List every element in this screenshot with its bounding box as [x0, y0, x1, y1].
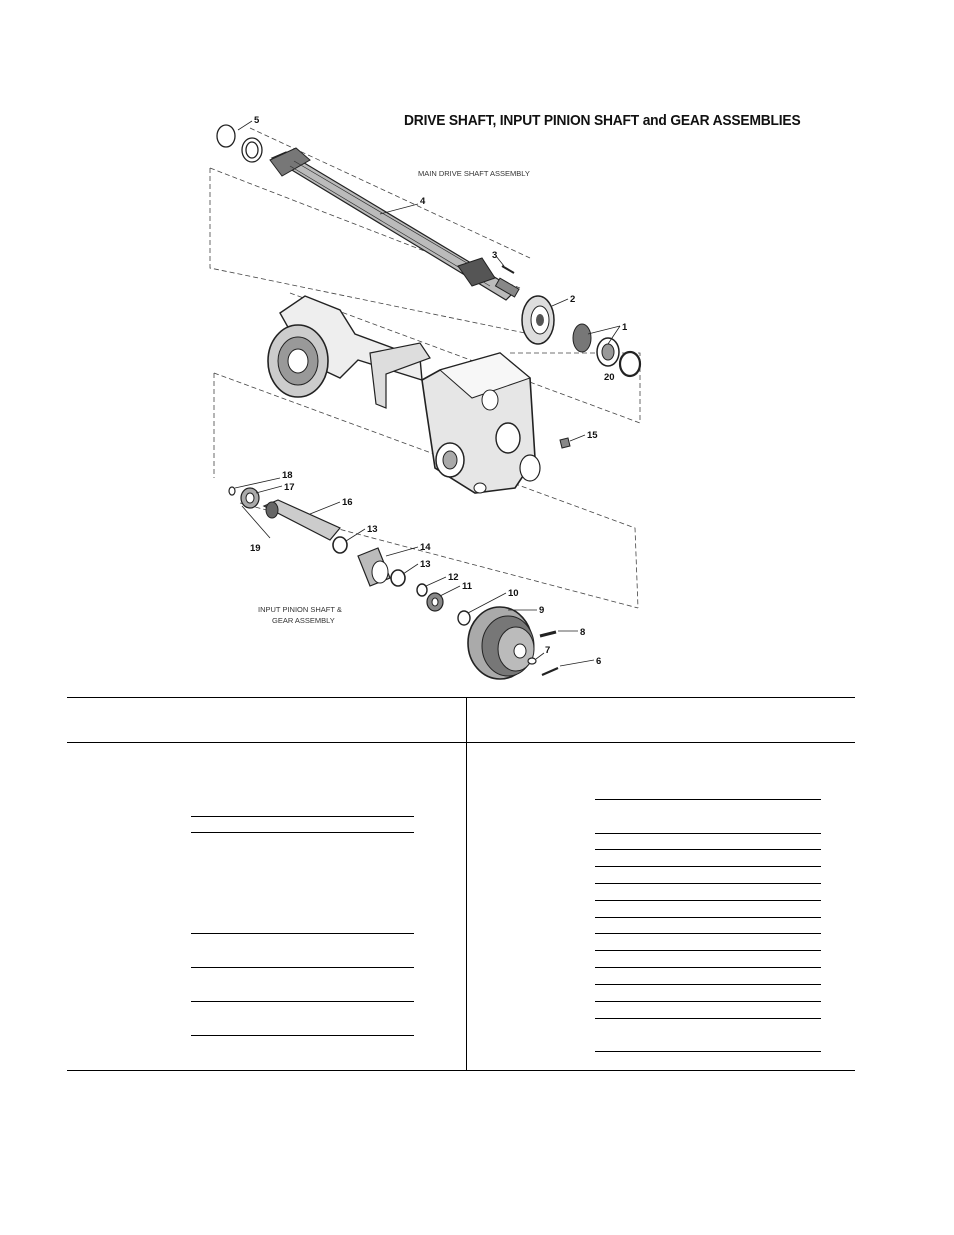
fitting-part-15: [560, 438, 570, 448]
right-row-rule: [595, 866, 821, 867]
seal-part-20: [620, 352, 640, 376]
right-row-rule: [595, 984, 821, 985]
callout-14: 14: [420, 542, 431, 553]
input-pinion-shaft-part-16: [264, 500, 340, 540]
callout-3: 3: [492, 250, 498, 261]
right-row-rule: [595, 900, 821, 901]
callout-20: 20: [604, 372, 615, 383]
main-drive-shaft-label: MAIN DRIVE SHAFT ASSEMBLY: [418, 169, 530, 178]
callout-1: 1: [622, 322, 628, 333]
callout-2: 2: [570, 294, 576, 305]
table-top-rule: [67, 697, 855, 698]
left-row-rule: [191, 1035, 414, 1036]
callout-4: 4: [420, 196, 426, 207]
right-row-rule: [595, 917, 821, 918]
clip-part-12: [417, 584, 427, 596]
input-pinion-label-line2: GEAR ASSEMBLY: [272, 616, 335, 625]
gear-part-2: [522, 296, 554, 344]
right-row-rule: [595, 1018, 821, 1019]
callout-7: 7: [545, 645, 551, 656]
callout-6: 6: [596, 656, 602, 667]
callout-18: 18: [282, 470, 293, 481]
snap-ring-part-5: [217, 125, 262, 162]
table-header-rule: [67, 742, 855, 743]
right-row-rule: [595, 933, 821, 934]
right-row-rule: [595, 883, 821, 884]
callout-5: 5: [254, 115, 260, 126]
right-row-rule: [595, 799, 821, 800]
washer-part-7: [528, 658, 536, 664]
callout-15: 15: [587, 430, 598, 441]
pulley-part-9: [468, 607, 534, 679]
callout-8: 8: [580, 627, 586, 638]
callout-11: 11: [462, 581, 473, 592]
callout-13-top: 13: [367, 524, 378, 535]
callout-19: 19: [250, 543, 261, 554]
bolt-part-6: [542, 668, 558, 675]
left-row-rule: [191, 816, 414, 817]
right-row-rule: [595, 950, 821, 951]
exploded-parts-diagram: [190, 108, 850, 683]
washer-part-13b: [391, 570, 405, 586]
callout-17: 17: [284, 482, 295, 493]
left-row-rule: [191, 832, 414, 833]
bearing-part-1: [573, 324, 619, 366]
right-row-rule: [595, 1051, 821, 1052]
callout-16: 16: [342, 497, 353, 508]
callout-13-bottom: 13: [420, 559, 431, 570]
right-row-rule: [595, 1001, 821, 1002]
key-part-3: [502, 266, 514, 273]
right-row-rule: [595, 833, 821, 834]
input-pinion-label-line1: INPUT PINION SHAFT &: [258, 605, 342, 614]
right-row-rule: [595, 849, 821, 850]
page-title: DRIVE SHAFT, INPUT PINION SHAFT and GEAR ASSEMBLIES: [404, 112, 801, 129]
table-bottom-rule: [67, 1070, 855, 1071]
table-column-divider: [466, 697, 467, 1070]
callout-10: 10: [508, 588, 519, 599]
input-gear-parts-17-18: [229, 487, 259, 508]
transmission-housing: [268, 296, 540, 493]
pin-part-8: [540, 632, 556, 636]
left-row-rule: [191, 1001, 414, 1002]
bushing-part-14: [358, 548, 390, 586]
right-row-rule: [595, 967, 821, 968]
washer-part-13a: [333, 537, 347, 553]
left-row-rule: [191, 933, 414, 934]
callout-12: 12: [448, 572, 459, 583]
callout-9: 9: [539, 605, 545, 616]
left-row-rule: [191, 967, 414, 968]
